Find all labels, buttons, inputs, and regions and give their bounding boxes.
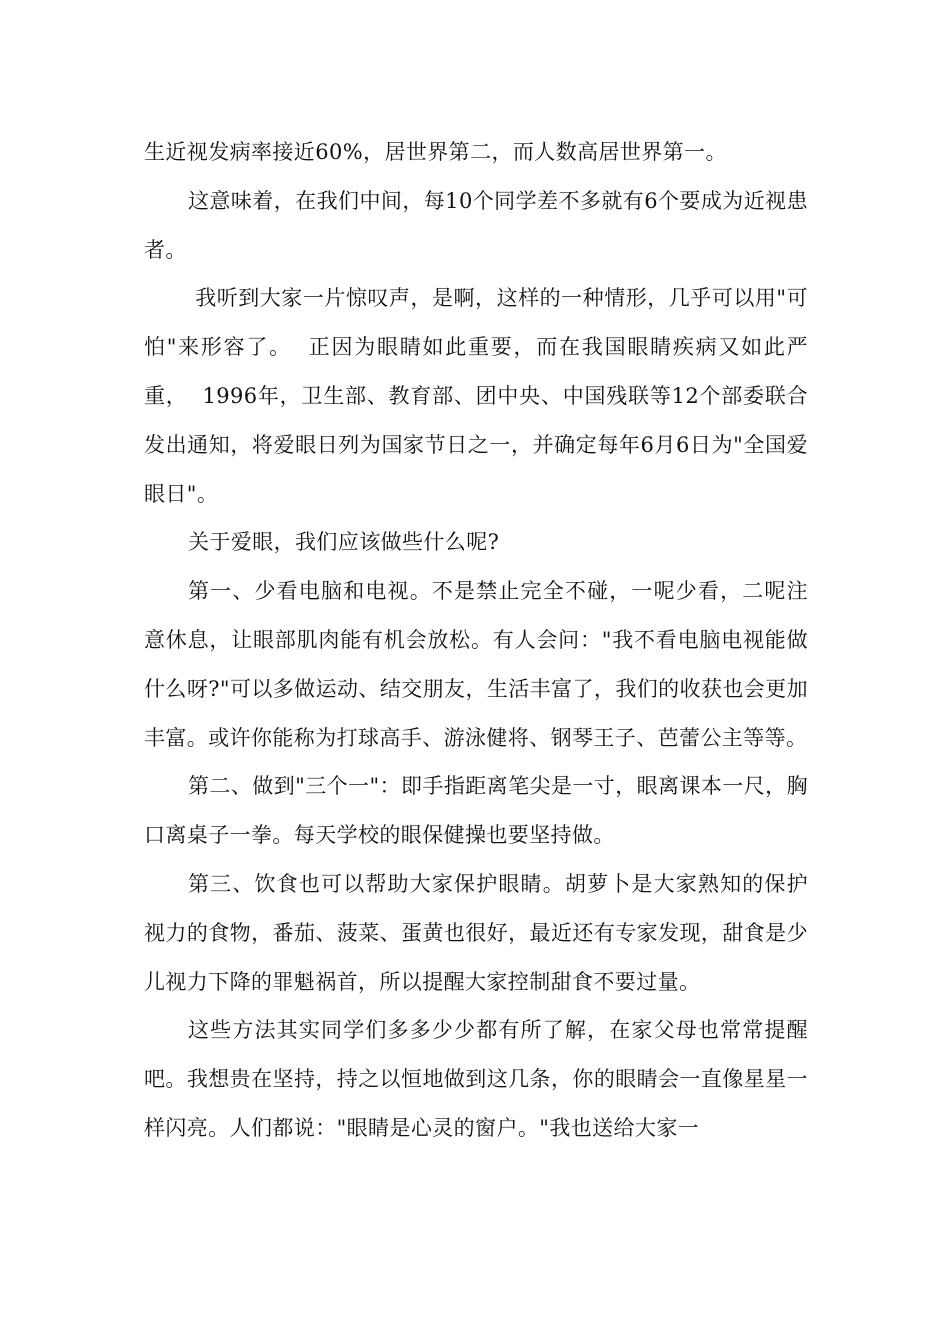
paragraph-3: 我听到大家一片惊叹声，是啊，这样的一种情形，几乎可以用"可怕"来形容了。 正因为眼睛如此重要，而在我国眼睛疾病又如此严重， 1996年，卫生部、教育部、团中央、中国残联等12个部委联合发出通知，将爱眼日列为国家节日之一，并确定每年6月6日为"全国爱眼日"。: [144, 286, 808, 506]
paragraph-6: 第二、做到"三个一"：即手指距离笔尖是一寸，眼离课本一尺，胸口离桌子一拳。每天学校的眼保健操也要坚持做。: [144, 774, 808, 848]
paragraph-2: 这意味着，在我们中间，每10个同学差不多就有6个要成为近视患者。: [144, 188, 808, 262]
paragraph-8: 这些方法其实同学们多多少少都有所了解，在家父母也常常提醒吧。我想贵在坚持，持之以恒地做到这几条，你的眼睛会一直像星星一样闪亮。人们都说："眼睛是心灵的窗户。"我也送给大家一: [144, 1018, 808, 1140]
paragraph-1: 生近视发病率接近60%，居世界第二，而人数高居世界第一。: [144, 140, 727, 164]
paragraph-4: 关于爱眼，我们应该做些什么呢?: [188, 530, 500, 555]
paragraph-7: 第三、饮食也可以帮助大家保护眼睛。胡萝卜是大家熟知的保护视力的食物，番茄、菠菜、蛋黄也很好，最近还有专家发现，甜食是少儿视力下降的罪魁祸首，所以提醒大家控制甜食不要过量。: [144, 871, 808, 994]
document-body: [144, 128, 808, 1153]
paragraph-5: 第一、少看电脑和电视。不是禁止完全不碰，一呢少看，二呢注意休息，让眼部肌肉能有机会放松。有人会问："我不看电脑电视能做什么呀?"可以多做运动、结交朋友，生活丰富了，我们的收获也会更加丰富。或许你能称为打球高手、游泳健将、钢琴王子、芭蕾公主等等。: [144, 579, 808, 750]
